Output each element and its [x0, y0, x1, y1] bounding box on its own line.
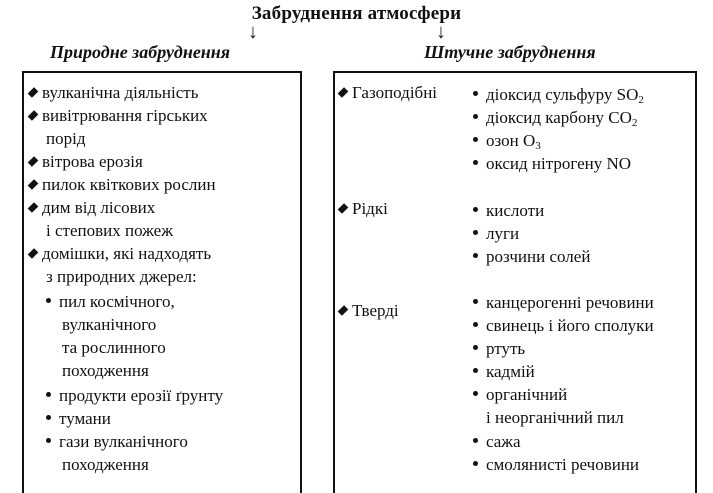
dot-bullet-icon: [473, 253, 478, 258]
diamond-bullet-icon: [28, 156, 39, 167]
dot-bullet-icon: [473, 391, 478, 396]
diamond-bullet-icon: [28, 179, 39, 190]
list-item-continuation: і степових пожеж: [46, 221, 173, 240]
sub-list-item-continuation: походження: [62, 455, 149, 474]
diamond-bullet-icon: [338, 305, 349, 316]
sub-list-item: гази вулканічного: [46, 431, 188, 453]
dot-bullet-icon: [473, 438, 478, 443]
sub-list-item-continuation: походження: [62, 361, 149, 380]
diagram-title: Забруднення атмосфери: [251, 3, 462, 24]
dot-bullet-icon: [46, 438, 51, 443]
solid-item: свинець і його сполуки: [473, 315, 654, 337]
arrow-down-icon-right: ↓: [436, 21, 446, 43]
list-item-continuation: порід: [46, 129, 86, 148]
category-solid: Тверді: [340, 300, 399, 322]
sub-list-item: продукти ерозії ґрунту: [46, 385, 223, 407]
category-gaseous: Газоподібні: [340, 82, 437, 104]
list-item: вивітрювання гірських: [30, 105, 208, 127]
gas-item-co2: діоксид карбону $CO_2$: [473, 107, 637, 134]
solid-item: смолянисті речовини: [473, 454, 639, 476]
solid-item: кадмій: [473, 361, 535, 383]
dot-bullet-icon: [473, 160, 478, 165]
gas-item-o3: озон $O_3$: [473, 130, 541, 157]
list-item: пилок квіткових рослин: [30, 174, 216, 196]
diamond-bullet-icon: [28, 87, 39, 98]
solid-item: ртуть: [473, 338, 525, 360]
dot-bullet-icon: [473, 207, 478, 212]
list-item: вітрова ерозія: [30, 151, 143, 173]
gas-item-no: оксид нітрогену NO: [473, 153, 631, 175]
list-item: вулканічна діяльність: [30, 82, 198, 104]
diamond-bullet-icon: [338, 87, 349, 98]
artificial-pollution-heading: Штучне забруднення: [424, 42, 596, 62]
diamond-bullet-icon: [28, 248, 39, 259]
sub-list-item-continuation: вулканічного: [62, 315, 157, 334]
dot-bullet-icon: [473, 299, 478, 304]
solid-item: канцерогенні речовини: [473, 292, 654, 314]
dot-bullet-icon: [473, 91, 478, 96]
list-item-continuation: з природних джерел:: [46, 267, 197, 286]
dot-bullet-icon: [46, 298, 51, 303]
arrow-down-icon-left: ↓: [248, 21, 258, 43]
diamond-bullet-icon: [338, 203, 349, 214]
dot-bullet-icon: [473, 114, 478, 119]
solid-item-continuation: і неорганічний пил: [486, 408, 624, 427]
liquid-item: розчини солей: [473, 246, 590, 268]
list-item: дим від лісових: [30, 197, 155, 219]
dot-bullet-icon: [473, 322, 478, 327]
diamond-bullet-icon: [28, 110, 39, 121]
dot-bullet-icon: [473, 461, 478, 466]
dot-bullet-icon: [46, 392, 51, 397]
diamond-bullet-icon: [28, 202, 39, 213]
category-liquid: Рідкі: [340, 198, 388, 220]
dot-bullet-icon: [473, 368, 478, 373]
natural-pollution-heading: Природне забруднення: [50, 42, 231, 62]
dot-bullet-icon: [473, 345, 478, 350]
dot-bullet-icon: [473, 230, 478, 235]
gas-item-so2: діоксид сульфуру $SO_2$: [473, 84, 644, 111]
sub-list-item-continuation: та рослинного: [62, 338, 166, 357]
dot-bullet-icon: [473, 137, 478, 142]
solid-item: сажа: [473, 431, 521, 453]
list-item: домішки, які надходять: [30, 243, 211, 265]
liquid-item: луги: [473, 223, 519, 245]
dot-bullet-icon: [46, 415, 51, 420]
liquid-item: кислоти: [473, 200, 544, 222]
solid-item: органічний: [473, 384, 567, 406]
sub-list-item: тумани: [46, 408, 111, 430]
sub-list-item: пил космічного,: [46, 291, 175, 313]
